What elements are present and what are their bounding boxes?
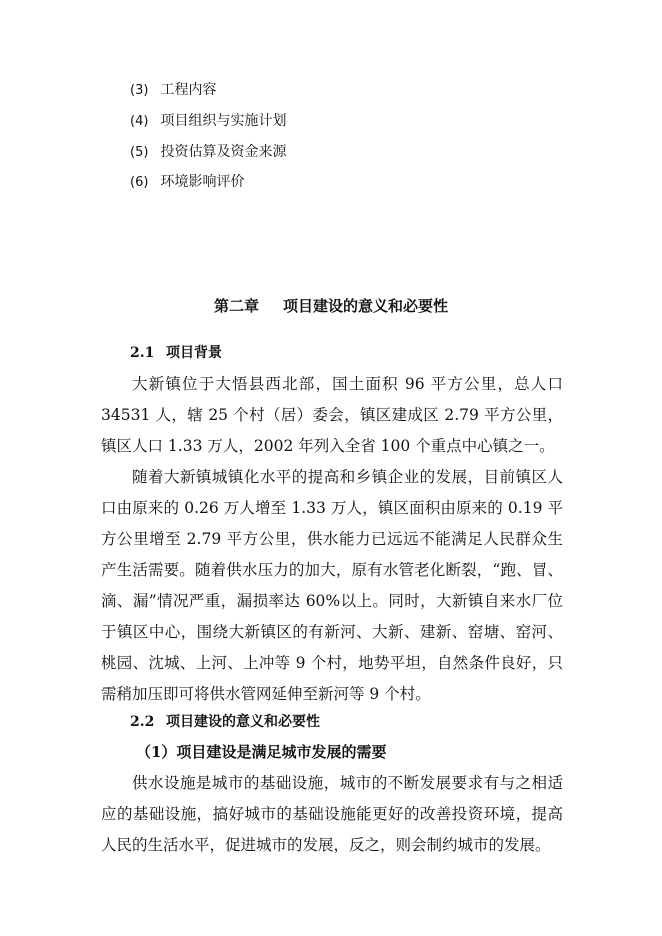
chapter-title: [0, 293, 662, 319]
paragraph: 随着大新镇城镇化水平的提高和乡镇企业的发展，目前镇区人口由原来的 0.26 万人增至 1.33 万人，镇区面积由原来的 0.19 平方公里增至 2.79 平方公里，供水能力已远远不能满足人民群众生产生活需要。随着供水压力的加大，原有水管老化断裂，“跑、冒、滴、漏”情况严重，漏损率达 60%以上。同时，大新镇自来水厂位于镇区中心，围绕大新镇区的有新河、大新、建新、窑塘、窑河、桃园、沈城、上河、上冲等 9 个村，地势平坦，自然条件良好，只需稍加压即可将供水管网延伸至新河等 9 个村。: [101, 468, 563, 703]
toc-item-text: 项目组织与实施计划: [160, 113, 287, 129]
toc-item-text: 工程内容: [160, 82, 217, 98]
section-heading: [130, 710, 320, 734]
toc-item: [130, 79, 216, 101]
toc-item-text: 环境影响评价: [160, 174, 245, 190]
toc-item: [130, 141, 286, 163]
chapter-number: 第二章: [213, 297, 259, 315]
subheading: （1）项目建设是满足城市发展的需要: [136, 743, 387, 761]
toc-item-number: (5): [130, 145, 149, 160]
toc-item-number: (6): [130, 175, 149, 190]
toc-item-number: (3): [130, 83, 149, 98]
section-number: 2.2: [130, 714, 155, 730]
section-title: 项目建设的意义和必要性: [166, 714, 320, 730]
paragraph: 供水设施是城市的基础设施，城市的不断发展要求有与之相适应的基础设施，搞好城市的基础设施能更好的改善投资环境，提高人民的生活水平，促进城市的发展，反之，则会制约城市的发展。: [101, 774, 563, 854]
chapter-title-text: 项目建设的意义和必要性: [283, 297, 449, 315]
toc-item: [130, 110, 286, 132]
paragraph: 大新镇位于大悟县西北部，国土面积 96 平方公里，总人口 34531 人，辖 25 个村（居）委会，镇区建成区 2.79 平方公里，镇区人口 1.33 万人，2002 年列入全省 100 个重点中心镇之一。: [101, 375, 563, 455]
toc-item-number: (4): [130, 114, 149, 129]
toc-item: [130, 171, 244, 193]
section-heading: [130, 341, 222, 365]
section-title: 项目背景: [166, 345, 222, 361]
section-number: 2.1: [130, 345, 155, 361]
toc-item-text: 投资估算及资金来源: [160, 144, 287, 160]
